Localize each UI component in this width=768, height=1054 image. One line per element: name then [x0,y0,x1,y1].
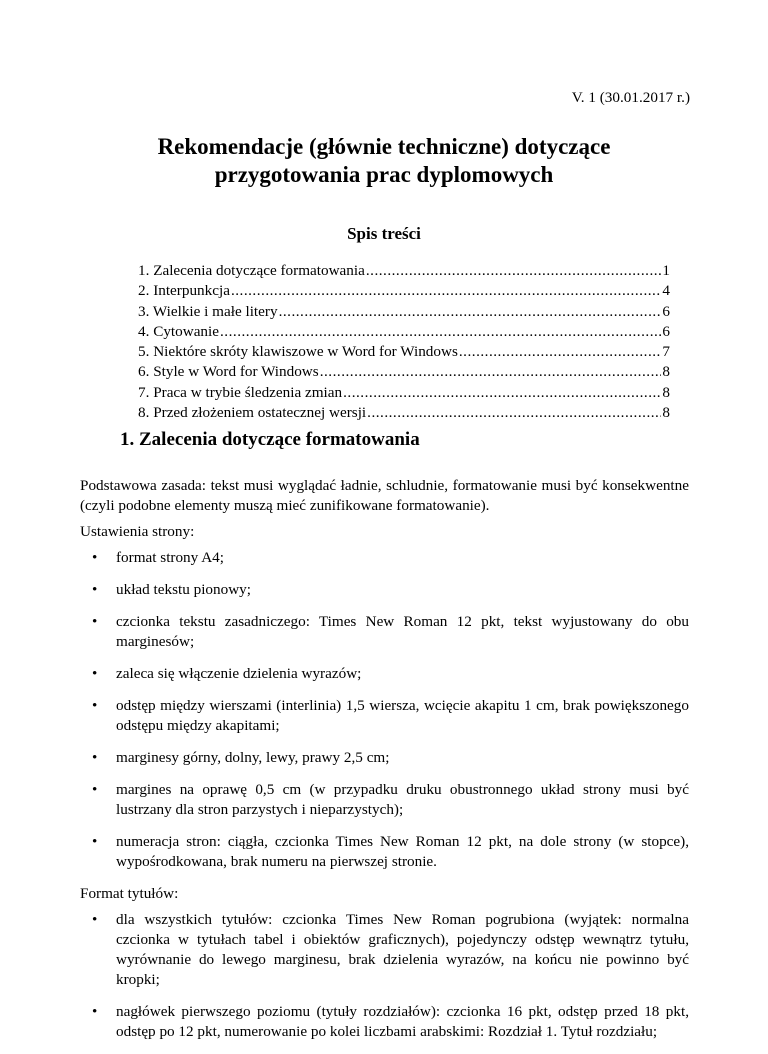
title-format-list [80,910,689,1042]
toc-leader [459,342,662,362]
toc-item-label: 8. Przed złożeniem ostatecznej wersji [138,404,367,422]
toc-item-page: 8 [662,404,670,422]
toc-item[interactable] [138,261,670,281]
toc-item-page: 4 [662,282,670,300]
toc-item-label: 1. Zalecenia dotyczące formatowania [138,262,365,279]
toc-item-page: 1 [662,262,670,279]
page-settings-label: Ustawienia strony: [80,523,195,540]
list-item: • odstęp między wierszami (interlinia) 1,5 wiersza, wcięcie akapitu 1 cm, brak powiększonego odstępu między akapitami; [80,696,689,736]
version-label: V. 1 (30.01.2017 r.) [571,89,690,106]
toc-item[interactable] [138,383,670,403]
table-of-contents [138,261,670,423]
toc-item-label: 2. Interpunkcja [138,282,230,300]
toc-leader [320,362,662,382]
toc-item[interactable] [138,342,670,362]
list-item: • układ tekstu pionowy; [80,580,689,600]
toc-item-page: 6 [662,302,670,320]
list-item: • czcionka tekstu zasadniczego: Times New Roman 12 pkt, tekst wyjustowany do obu marginesów; [80,612,689,652]
toc-item-label: 7. Praca w trybie śledzenia zmian [138,383,343,401]
toc-item-page: 7 [662,343,670,361]
toc-item-page: 6 [662,322,670,340]
list-item: • marginesy górny, dolny, lewy, prawy 2,5 cm; [80,748,689,768]
toc-item-label: 4. Cytowanie [138,322,219,340]
toc-item[interactable] [138,281,670,301]
toc-leader [279,302,662,322]
toc-leader [220,322,661,342]
toc-leader [343,383,661,403]
list-item: • margines na oprawę 0,5 cm (w przypadku druku obustronnego układ strony musi być lustrzany dla stron parzystych i nieparzystych); [80,780,689,820]
section-body [80,476,689,1054]
toc-item[interactable] [138,362,670,382]
section-heading: 1. Zalecenia dotyczące formatowania [120,429,420,450]
toc-item[interactable] [138,322,670,342]
toc-item-page: 8 [662,363,670,381]
document-title [0,133,768,189]
list-item: • zaleca się włączenie dzielenia wyrazów; [80,664,689,684]
toc-item-label: 5. Niektóre skróty klawiszowe w Word for Windows [138,343,458,361]
toc-leader [231,281,661,301]
list-item: • nagłówek pierwszego poziomu (tytuły rozdziałów): czcionka 16 pkt, odstęp przed 18 pkt, odstęp po 12 pkt, numerowanie po kolei liczbami arabskimi: Rozdział 1. Tytuł rozdziału; [80,1002,689,1042]
title-format-label: Format tytułów: [80,885,179,902]
toc-heading: Spis treści [347,224,421,243]
list-item: • format strony A4; [80,548,689,568]
page-settings-list [80,548,689,872]
toc-leader [366,261,662,281]
toc-item[interactable] [138,302,670,322]
list-item: • numeracja stron: ciągła, czcionka Times New Roman 12 pkt, na dole strony (w stopce), wypośrodkowana, brak numeru na pierwszej stronie. [80,832,689,872]
toc-leader [367,403,661,423]
intro-paragraph: Podstawowa zasada: tekst musi wyglądać ładnie, schludnie, formatowanie musi być konsekwentne (czyli podobne elementy muszą mieć zunifikowane formatowanie). [80,477,689,514]
toc-item-label: 6. Style w Word for Windows [138,363,319,381]
title-line-1: Rekomendacje (głównie techniczne) dotyczące [157,134,611,159]
title-line-2: przygotowania prac dyplomowych [214,162,554,187]
toc-item[interactable] [138,403,670,423]
toc-item-label: 3. Wielkie i małe litery [138,302,278,320]
toc-item-page: 8 [662,383,670,401]
list-item: • dla wszystkich tytułów: czcionka Times New Roman pogrubiona (wyjątek: normalna czcionka w tytułach tabel i obiektów graficznych), pojedynczy odstęp wewnątrz tytułu, wyrównanie do lewego marginesu, brak dzielenia wyrazów, na końcu nie powinno być kropki; [80,910,689,990]
